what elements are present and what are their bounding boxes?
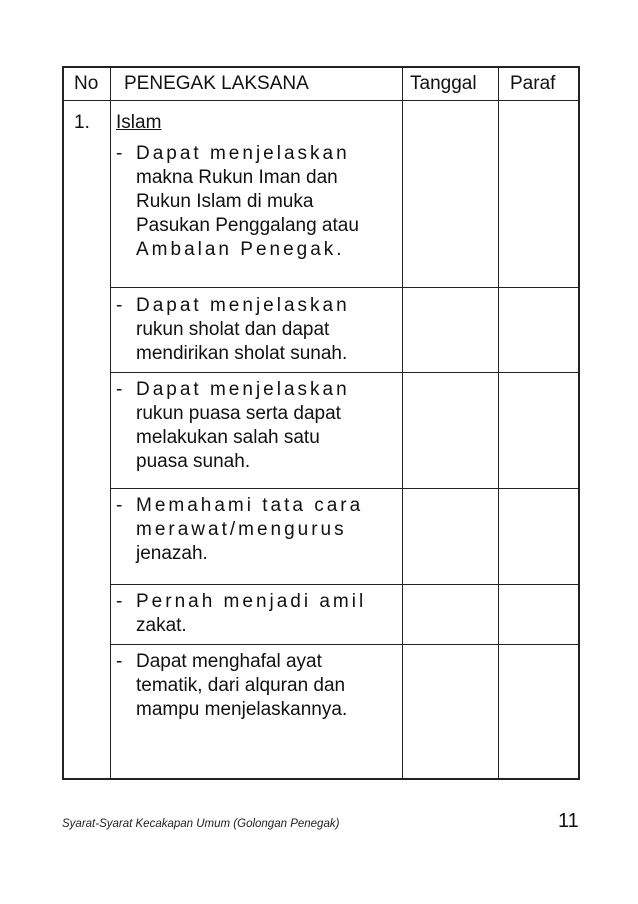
requirement-item (116, 494, 394, 566)
bullet-dash: - (116, 143, 123, 164)
bullet-dash: - (116, 591, 123, 612)
requirement-line: merawat/mengurus (136, 519, 347, 540)
column-divider (402, 68, 403, 778)
header-date: Tanggal (410, 73, 477, 94)
header-sign: Paraf (510, 73, 556, 94)
bullet-dash: - (116, 379, 123, 400)
row-divider (110, 372, 578, 373)
requirement-line: mendirikan sholat sunah. (136, 343, 348, 364)
bullet-dash: - (116, 651, 123, 672)
page-number: 11 (558, 810, 579, 832)
requirement-item (116, 650, 394, 722)
requirement-line: rukun puasa serta dapat (136, 403, 341, 424)
requirement-line: puasa sunah. (136, 451, 251, 472)
requirement-line: Dapat menjelaskan (136, 295, 350, 316)
requirement-item (116, 294, 394, 366)
header-no: No (74, 73, 99, 94)
header-item: PENEGAK LAKSANA (124, 73, 309, 94)
requirement-line: Memahami tata cara (136, 495, 364, 516)
requirement-line: jenazah. (136, 543, 208, 564)
requirement-item (116, 590, 394, 638)
requirement-line: Pernah menjadi amil (136, 591, 367, 612)
requirement-line: mampu menjelaskannya. (136, 699, 348, 720)
bullet-dash: - (116, 295, 123, 316)
requirements-table (62, 66, 580, 780)
requirement-line: Dapat menghafal ayat (136, 651, 322, 672)
requirement-line: rukun sholat dan dapat (136, 319, 330, 340)
column-divider (110, 68, 111, 778)
row-divider (110, 644, 578, 645)
footer-title: Syarat-Syarat Kecakapan Umum (Golongan Penegak) (62, 818, 340, 830)
bullet-dash: - (116, 495, 123, 516)
requirement-line: melakukan salah satu (136, 427, 320, 448)
row-divider (110, 287, 578, 288)
requirement-line: Pasukan Penggalang atau (136, 215, 359, 236)
requirement-line: Ambalan Penegak. (136, 239, 345, 260)
requirement-line: Dapat menjelaskan (136, 143, 350, 164)
requirement-line: tematik, dari alquran dan (136, 675, 346, 696)
section-number: 1. (74, 112, 90, 133)
section-title: Islam (116, 112, 162, 133)
requirement-item (116, 378, 394, 474)
row-divider (110, 584, 578, 585)
header-divider (64, 100, 578, 101)
requirement-line: makna Rukun Iman dan (136, 167, 338, 188)
requirement-item (116, 142, 394, 262)
requirement-line: Rukun Islam di muka (136, 191, 314, 212)
requirement-line: zakat. (136, 615, 187, 636)
column-divider (498, 68, 499, 778)
requirement-line: Dapat menjelaskan (136, 379, 350, 400)
row-divider (110, 488, 578, 489)
